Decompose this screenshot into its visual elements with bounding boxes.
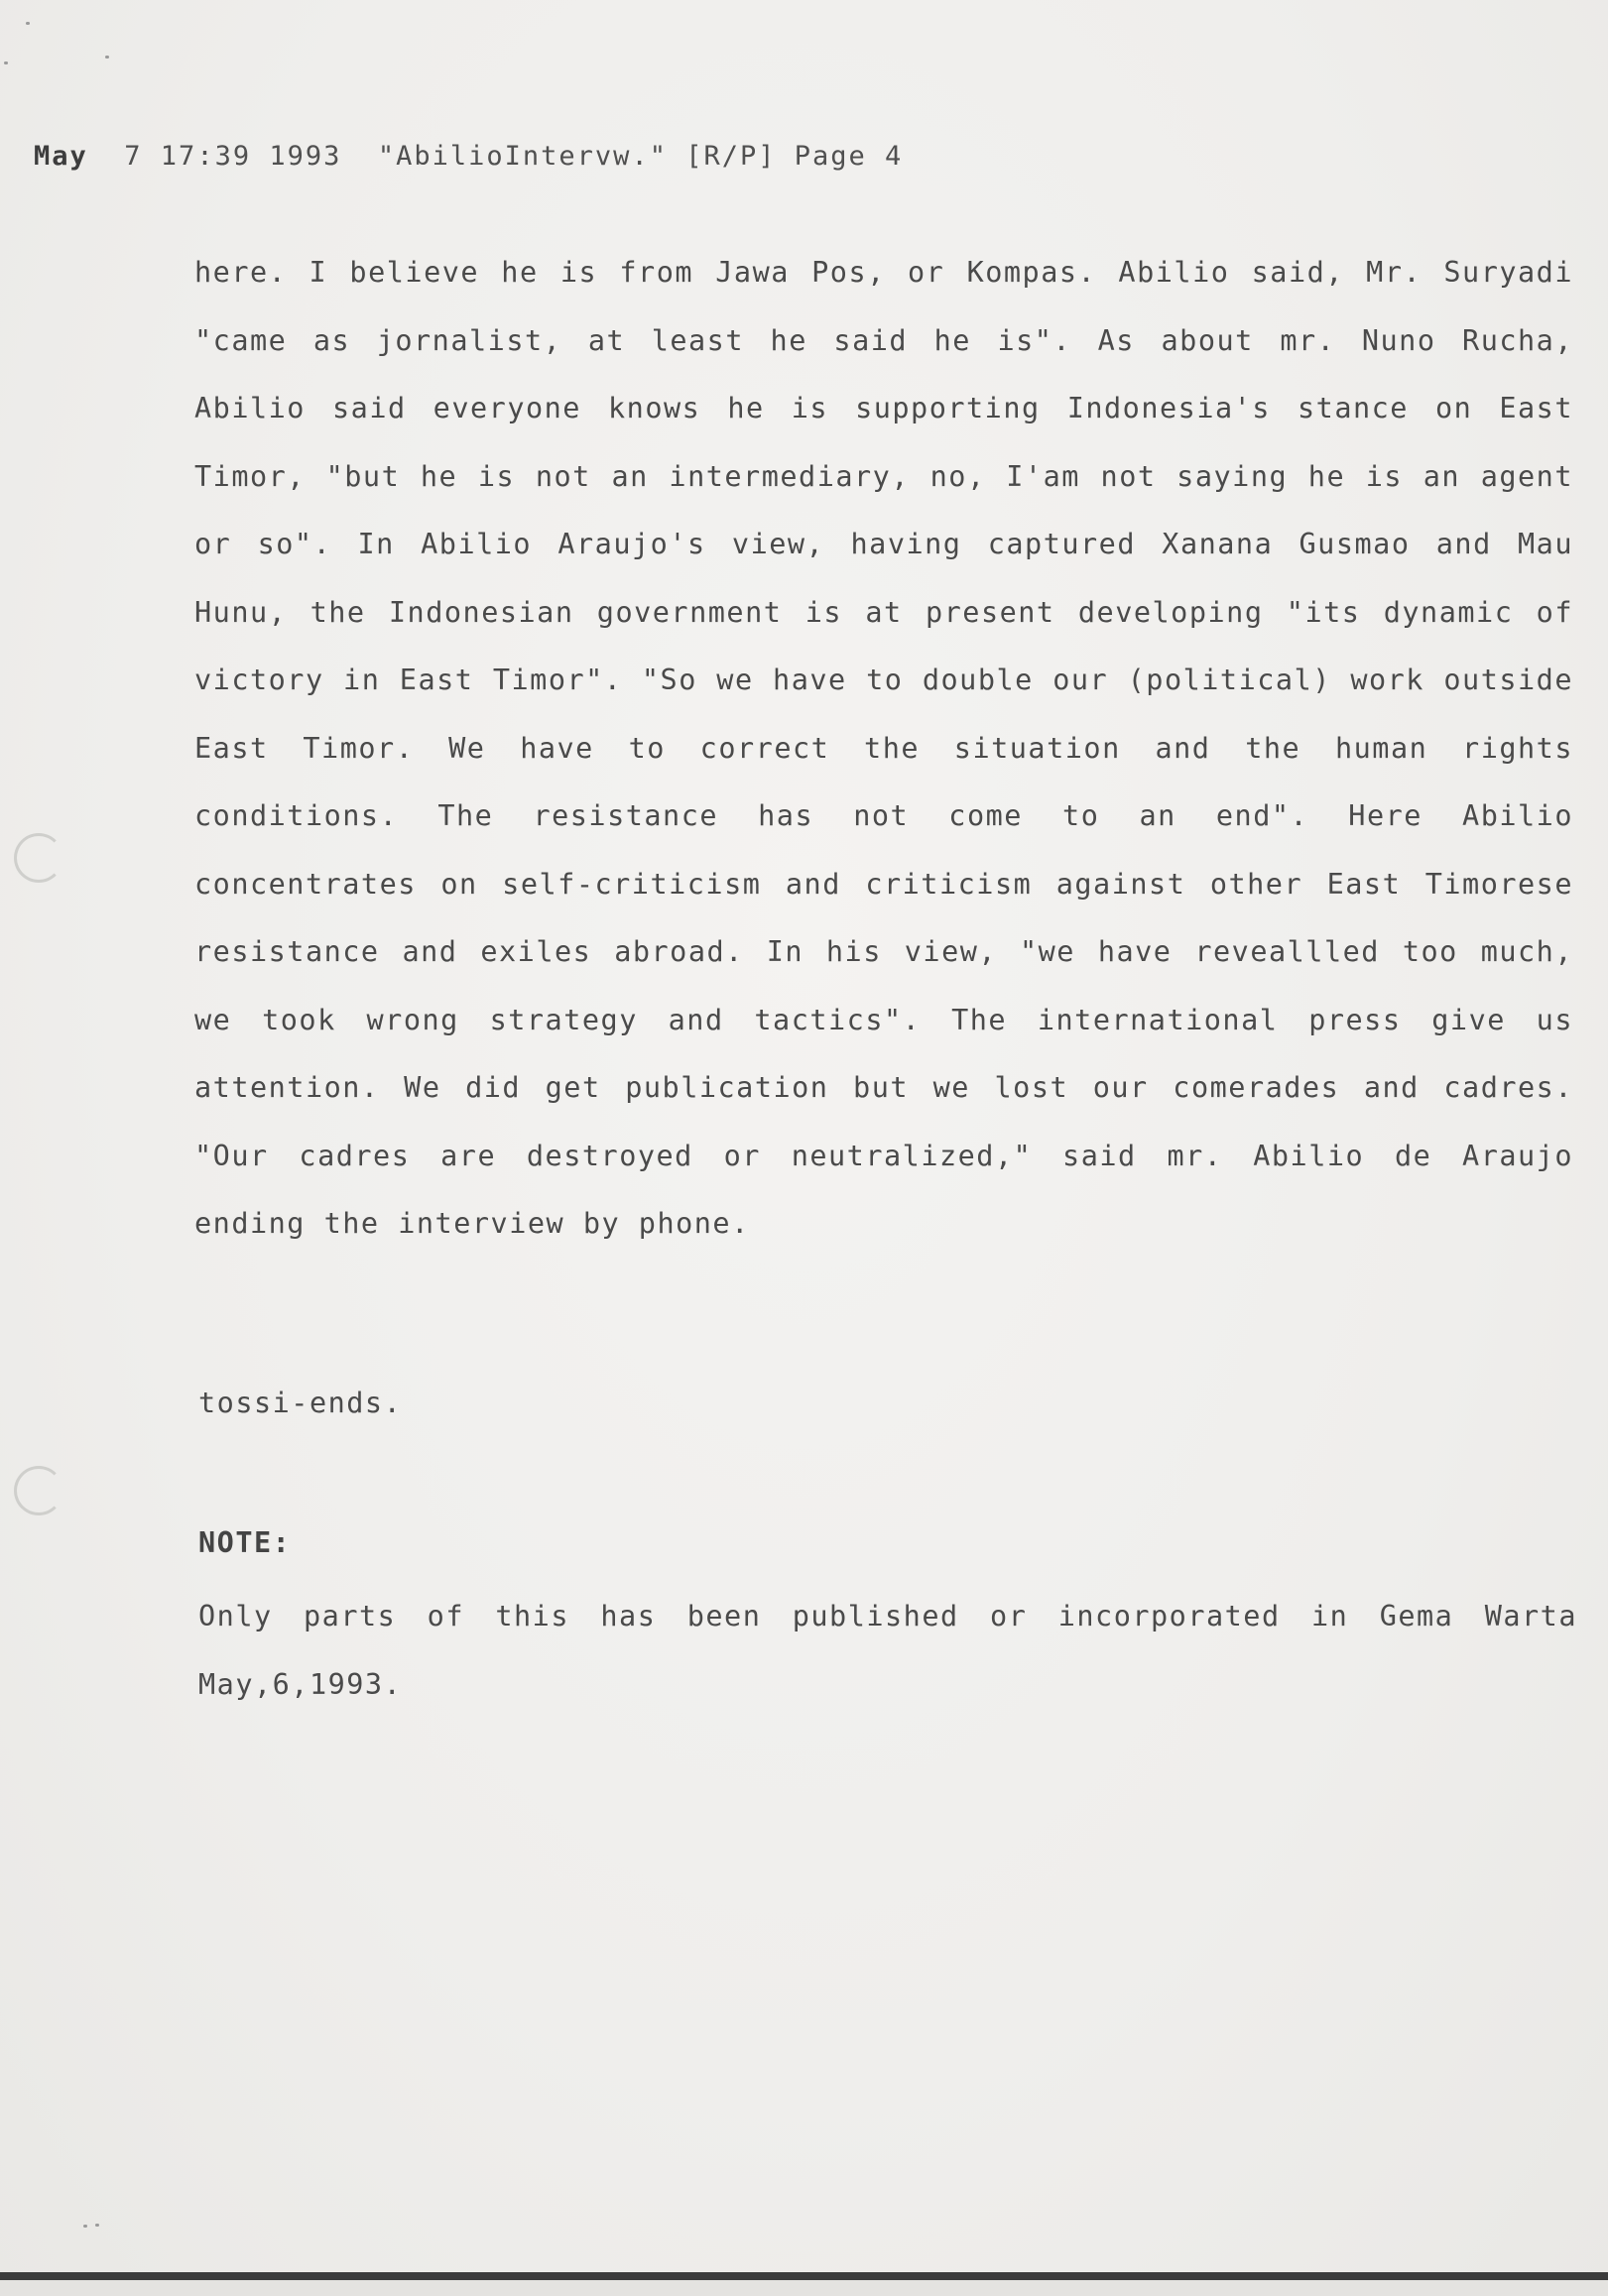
header-month: May bbox=[34, 141, 88, 172]
note-label: NOTE: bbox=[198, 1526, 292, 1559]
body-paragraph: here. I believe he is from Jawa Pos, or Kompas. Abilio said, Mr. Suryadi "came as jornalist, at least he said he is". As about mr. Nuno Rucha, Abilio said everyone knows he is supporting Indonesia's stance on East Timor, "but he is not an intermediary, no, I'am not saying he is an agent or so". In Abilio Araujo's view, having captured Xanana Gusmao and Mau Hunu, the Indonesian government is at present developing "its dynamic of victory in East Timor". "So we have to double our (political) work outside East Timor. We have to correct the situation and the human rights conditions. The resistance has not come to an end". Here Abilio concentrates on self-criticism and criticism against other East Timorese resistance and exiles abroad. In his view, "we have reveallled too much, we took wrong strategy and tactics". The international press give us attention. We did get publication but we lost our comerades and cadres. "Our cadres are destroyed or neutralized," said mr. Abilio de Araujo ending the interview by phone. bbox=[194, 256, 1573, 1240]
paper-speck bbox=[83, 2225, 87, 2228]
page-header bbox=[34, 141, 903, 172]
header-details: 7 17:39 1993 "AbilioIntervw." [R/P] Page 4 bbox=[87, 141, 904, 172]
signoff: tossi-ends. bbox=[198, 1387, 403, 1419]
paper-speck bbox=[95, 2224, 99, 2227]
punch-hole-top bbox=[14, 833, 63, 883]
punch-hole-bottom bbox=[14, 1466, 63, 1515]
bottom-border-line bbox=[0, 2272, 1608, 2280]
bottom-paper-edge bbox=[0, 2280, 1608, 2296]
body-text bbox=[194, 239, 1573, 1259]
paper-speck bbox=[105, 56, 109, 59]
note-text: Only parts of this has been published or incorporated in Gema Warta May,6,1993. bbox=[198, 1600, 1577, 1701]
paper-speck bbox=[26, 22, 30, 25]
paper-speck bbox=[4, 61, 8, 64]
